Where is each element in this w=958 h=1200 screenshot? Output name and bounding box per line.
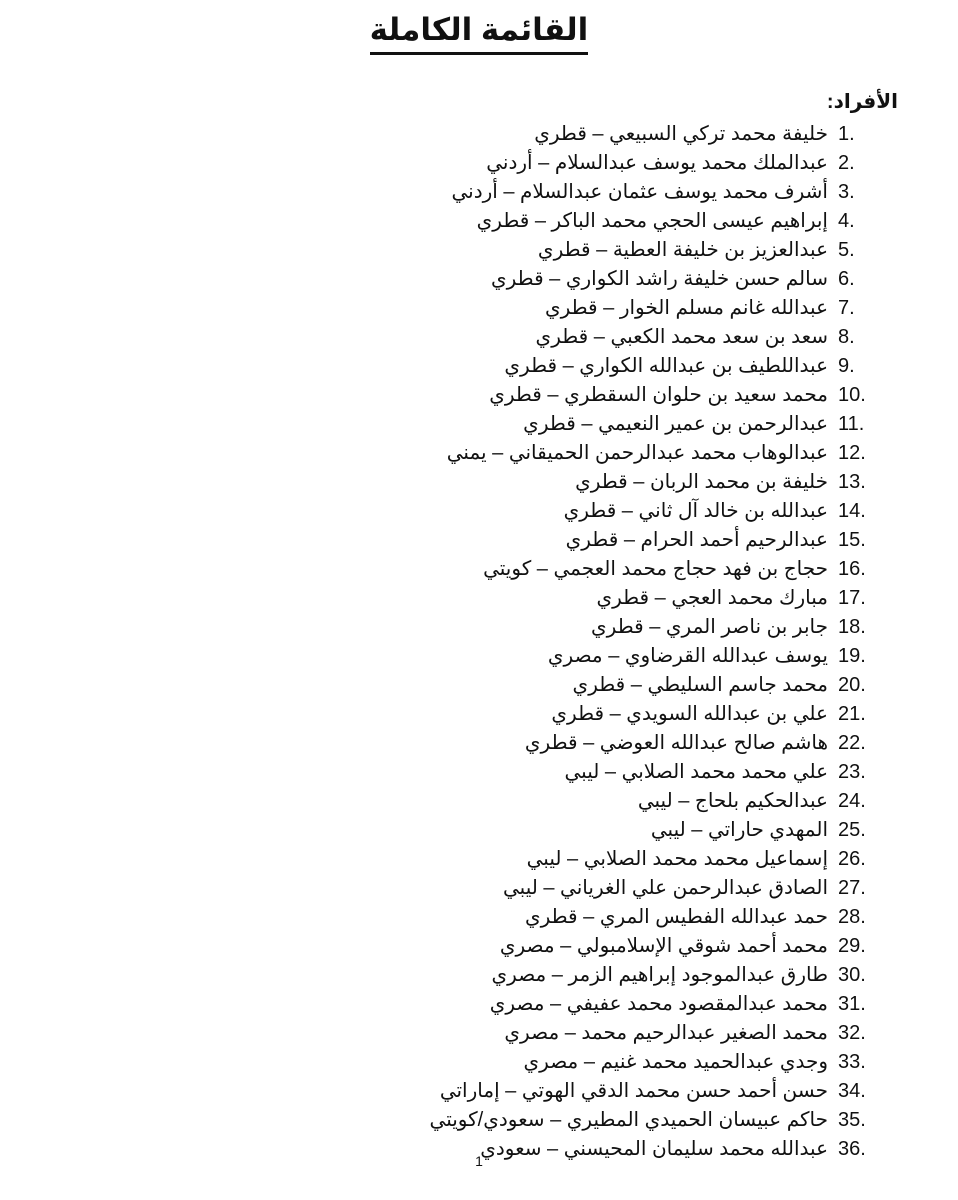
item-text: عبدالله غانم مسلم الخوار – قطري: [544, 297, 828, 319]
list-item: [430, 323, 874, 352]
item-text: علي بن عبدالله السويدي – قطري: [551, 703, 828, 725]
item-number: 35.: [838, 1109, 866, 1131]
list-item: [430, 787, 874, 816]
list-item: [430, 1019, 874, 1048]
list-item: [430, 149, 874, 178]
list-item: [430, 236, 874, 265]
page-number: 1: [475, 1153, 483, 1169]
list-item: [430, 613, 874, 642]
item-number: 16.: [838, 558, 866, 580]
item-number: 1.: [838, 123, 855, 145]
item-text: خليفة محمد تركي السبيعي – قطري: [534, 123, 828, 145]
list-item: [430, 874, 874, 903]
item-number: 19.: [838, 645, 866, 667]
item-text: خليفة بن محمد الربان – قطري: [575, 471, 828, 493]
item-text: حاكم عبيسان الحميدي المطيري – سعودي/كويتي: [429, 1109, 828, 1131]
list-item: [430, 584, 874, 613]
item-text: محمد الصغير عبدالرحيم محمد – مصري: [504, 1022, 828, 1044]
item-number: 32.: [838, 1022, 866, 1044]
list-item: [430, 265, 874, 294]
list-item: [430, 555, 874, 584]
item-text: عبدالعزيز بن خليفة العطية – قطري: [537, 239, 828, 261]
item-number: 14.: [838, 500, 866, 522]
item-number: 12.: [838, 442, 866, 464]
item-text: هاشم صالح عبدالله العوضي – قطري: [524, 732, 828, 754]
list-item: [430, 642, 874, 671]
item-text: محمد سعيد بن حلوان السقطري – قطري: [489, 384, 828, 406]
item-text: إسماعيل محمد محمد الصلابي – ليبي: [526, 848, 828, 870]
list-item: [430, 903, 874, 932]
members-list: [430, 120, 874, 1164]
document-title: [0, 10, 958, 55]
list-item: [430, 671, 874, 700]
item-number: 7.: [838, 297, 855, 319]
item-number: 3.: [838, 181, 855, 203]
list-item: [430, 845, 874, 874]
item-text: عبدالملك محمد يوسف عبدالسلام – أردني: [486, 152, 828, 174]
list-item: [430, 526, 874, 555]
list-item: [430, 700, 874, 729]
list-item: [430, 497, 874, 526]
item-text: إبراهيم عيسى الحجي محمد الباكر – قطري: [476, 210, 828, 232]
list-item: [430, 178, 874, 207]
item-number: 6.: [838, 268, 855, 290]
list-item: [430, 120, 874, 149]
item-number: 23.: [838, 761, 866, 783]
list-item: [430, 729, 874, 758]
item-number: 22.: [838, 732, 866, 754]
item-number: 9.: [838, 355, 855, 377]
item-text: محمد عبدالمقصود محمد عفيفي – مصري: [489, 993, 828, 1015]
item-text: عبداللطيف بن عبدالله الكواري – قطري: [504, 355, 828, 377]
list-item: [430, 932, 874, 961]
list-item: [430, 816, 874, 845]
item-text: مبارك محمد العجي – قطري: [596, 587, 828, 609]
item-text: عبدالوهاب محمد عبدالرحمن الحميقاني – يمني: [446, 442, 828, 464]
item-number: 24.: [838, 790, 866, 812]
list-item: [430, 1077, 874, 1106]
item-number: 25.: [838, 819, 866, 841]
item-number: 5.: [838, 239, 855, 261]
item-number: 36.: [838, 1138, 866, 1160]
list-item: [430, 439, 874, 468]
item-text: عبدالرحيم أحمد الحرام – قطري: [565, 529, 828, 551]
item-text: جابر بن ناصر المري – قطري: [591, 616, 828, 638]
item-number: 21.: [838, 703, 866, 725]
item-text: طارق عبدالموجود إبراهيم الزمر – مصري: [491, 964, 828, 986]
item-number: 10.: [838, 384, 866, 406]
item-number: 15.: [838, 529, 866, 551]
item-number: 26.: [838, 848, 866, 870]
item-text: أشرف محمد يوسف عثمان عبدالسلام – أردني: [451, 181, 828, 203]
list-item: [430, 410, 874, 439]
item-text: حمد عبدالله الفطيس المري – قطري: [524, 906, 828, 928]
item-number: 30.: [838, 964, 866, 986]
list-item: [430, 207, 874, 236]
item-number: 18.: [838, 616, 866, 638]
item-text: علي محمد محمد الصلابي – ليبي: [564, 761, 828, 783]
item-number: 4.: [838, 210, 855, 232]
item-number: 28.: [838, 906, 866, 928]
list-item: [430, 352, 874, 381]
item-number: 27.: [838, 877, 866, 899]
item-number: 17.: [838, 587, 866, 609]
list-item: [430, 468, 874, 497]
list-item: [430, 961, 874, 990]
section-heading: الأفراد:: [826, 91, 898, 113]
item-text: محمد جاسم السليطي – قطري: [572, 674, 828, 696]
list-item: [430, 1048, 874, 1077]
item-number: 34.: [838, 1080, 866, 1102]
item-text: سعد بن سعد محمد الكعبي – قطري: [535, 326, 828, 348]
item-number: 11.: [838, 413, 865, 435]
item-text: الصادق عبدالرحمن علي الغرياني – ليبي: [502, 877, 828, 899]
item-number: 13.: [838, 471, 866, 493]
item-number: 33.: [838, 1051, 866, 1073]
list-item: [430, 1106, 874, 1135]
document-title-text: القائمة الكاملة: [370, 10, 589, 55]
item-text: عبدالرحمن بن عمير النعيمي – قطري: [523, 413, 828, 435]
item-text: وجدي عبدالحميد محمد غنيم – مصري: [523, 1051, 828, 1073]
item-text: حجاج بن فهد حجاج محمد العجمي – كويتي: [483, 558, 828, 580]
item-text: سالم حسن خليفة راشد الكواري – قطري: [490, 268, 828, 290]
item-text: حسن أحمد حسن محمد الدقي الهوتي – إماراتي: [439, 1080, 828, 1102]
item-number: 31.: [838, 993, 866, 1015]
item-text: عبدالحكيم بلحاج – ليبي: [637, 790, 828, 812]
list-item: [430, 758, 874, 787]
item-text: يوسف عبدالله القرضاوي – مصري: [547, 645, 828, 667]
item-number: 8.: [838, 326, 855, 348]
item-number: 29.: [838, 935, 866, 957]
item-number: 2.: [838, 152, 855, 174]
list-item: [430, 990, 874, 1019]
list-item: [430, 381, 874, 410]
list-item: [430, 294, 874, 323]
item-text: محمد أحمد شوقي الإسلامبولي – مصري: [499, 935, 828, 957]
item-text: المهدي حاراتي – ليبي: [650, 819, 828, 841]
item-text: عبدالله بن خالد آل ثاني – قطري: [563, 500, 828, 522]
item-number: 20.: [838, 674, 866, 696]
item-text: عبدالله محمد سليمان المحيسني – سعودي: [480, 1138, 828, 1160]
